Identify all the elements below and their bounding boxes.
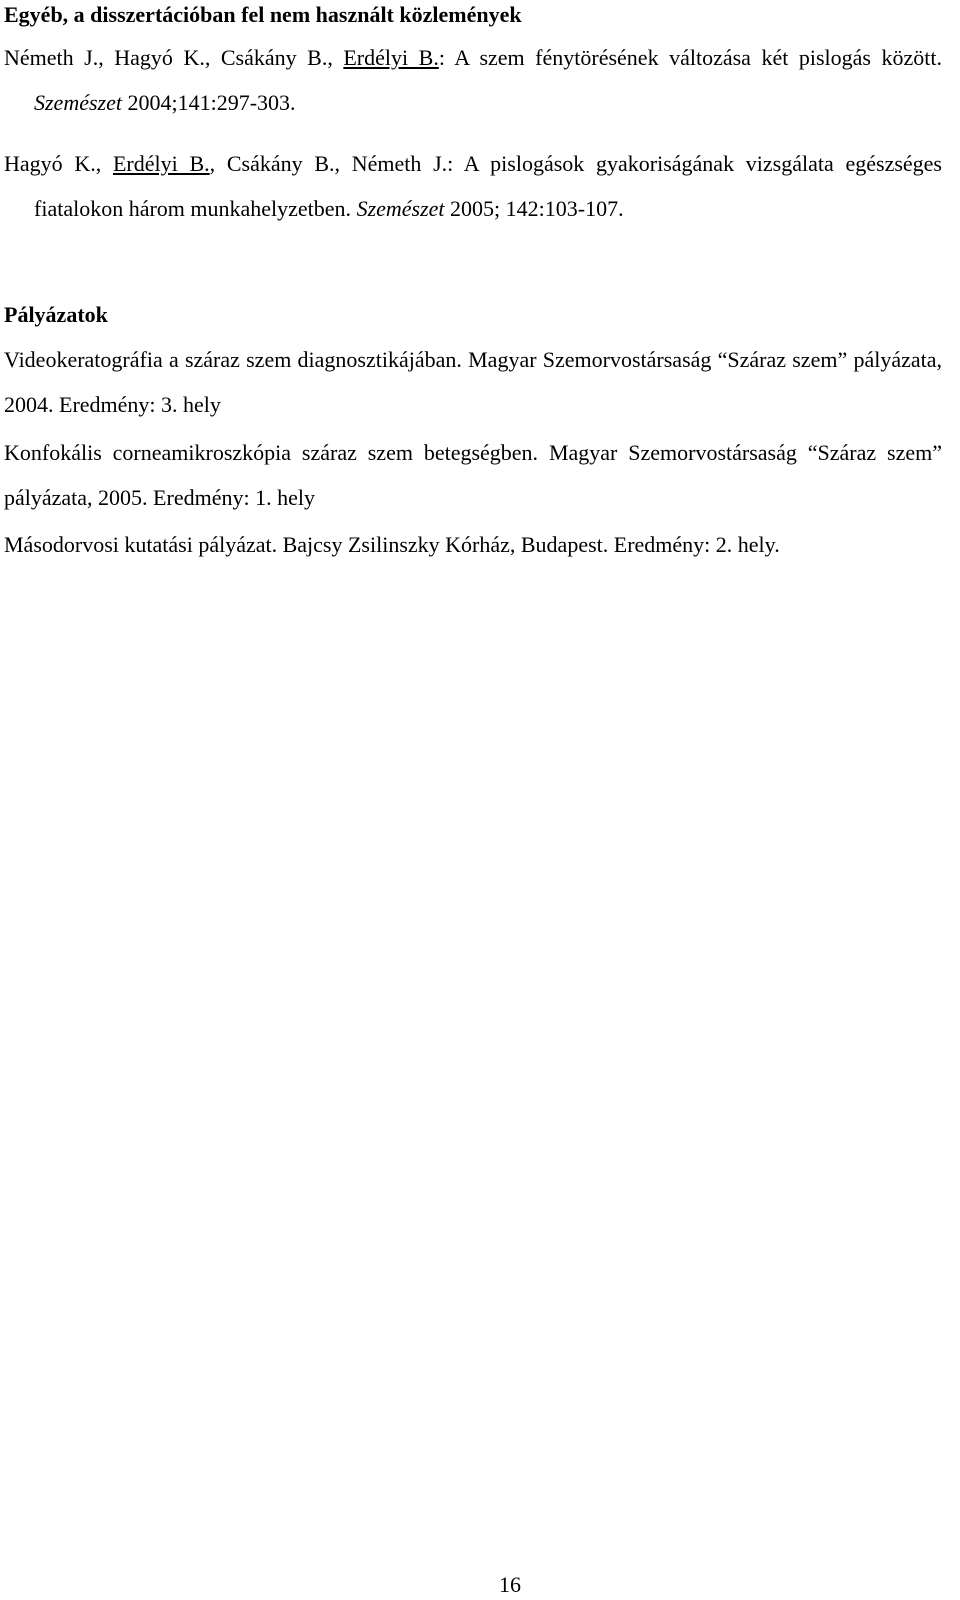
publication-author-highlight: Erdélyi B. (343, 45, 439, 70)
publication-entry-1 (4, 35, 942, 125)
publication-citation: 2004;141:297-303. (121, 90, 296, 115)
publication-entry-2 (4, 141, 942, 231)
publication-authors: Hagyó K., (4, 151, 113, 176)
publication-citation: 2005; 142:103-107. (444, 196, 624, 221)
publication-author-highlight: Erdélyi B. (112, 151, 210, 176)
publication-title: , Csákány B., Németh J.: A pislogások gyakoriságának vizsgálata egészséges fiatalokon három munkahelyzetben. (34, 151, 942, 221)
grant-entry-3: Másodorvosi kutatási pályázat. Bajcsy Zsilinszky Kórház, Budapest. Eredmény: 2. hely. (4, 532, 780, 557)
publication-title: : A szem fénytörésének változása két pislogás között. (438, 45, 943, 70)
grant-entry-2: Konfokális corneamikroszkópia száraz szem betegségben. Magyar Szemorvostársaság “Száraz szem” pályázata, 2005. Eredmény: 1. hely (4, 440, 942, 510)
publication-authors: Németh J., Hagyó K., Csákány B., (4, 45, 344, 70)
section-heading-other-publications: Egyéb, a disszertációban fel nem használt közlemények (4, 2, 522, 27)
publication-journal: Szemészet (34, 90, 122, 115)
page-number: 16 (499, 1572, 521, 1597)
section-heading-grants: Pályázatok (4, 302, 108, 327)
publication-journal: Szemészet (356, 196, 445, 221)
grant-entry-1: Videokeratográfia a száraz szem diagnosztikájában. Magyar Szemorvostársaság “Száraz szem” pályázata, 2004. Eredmény: 3. hely (4, 347, 942, 417)
